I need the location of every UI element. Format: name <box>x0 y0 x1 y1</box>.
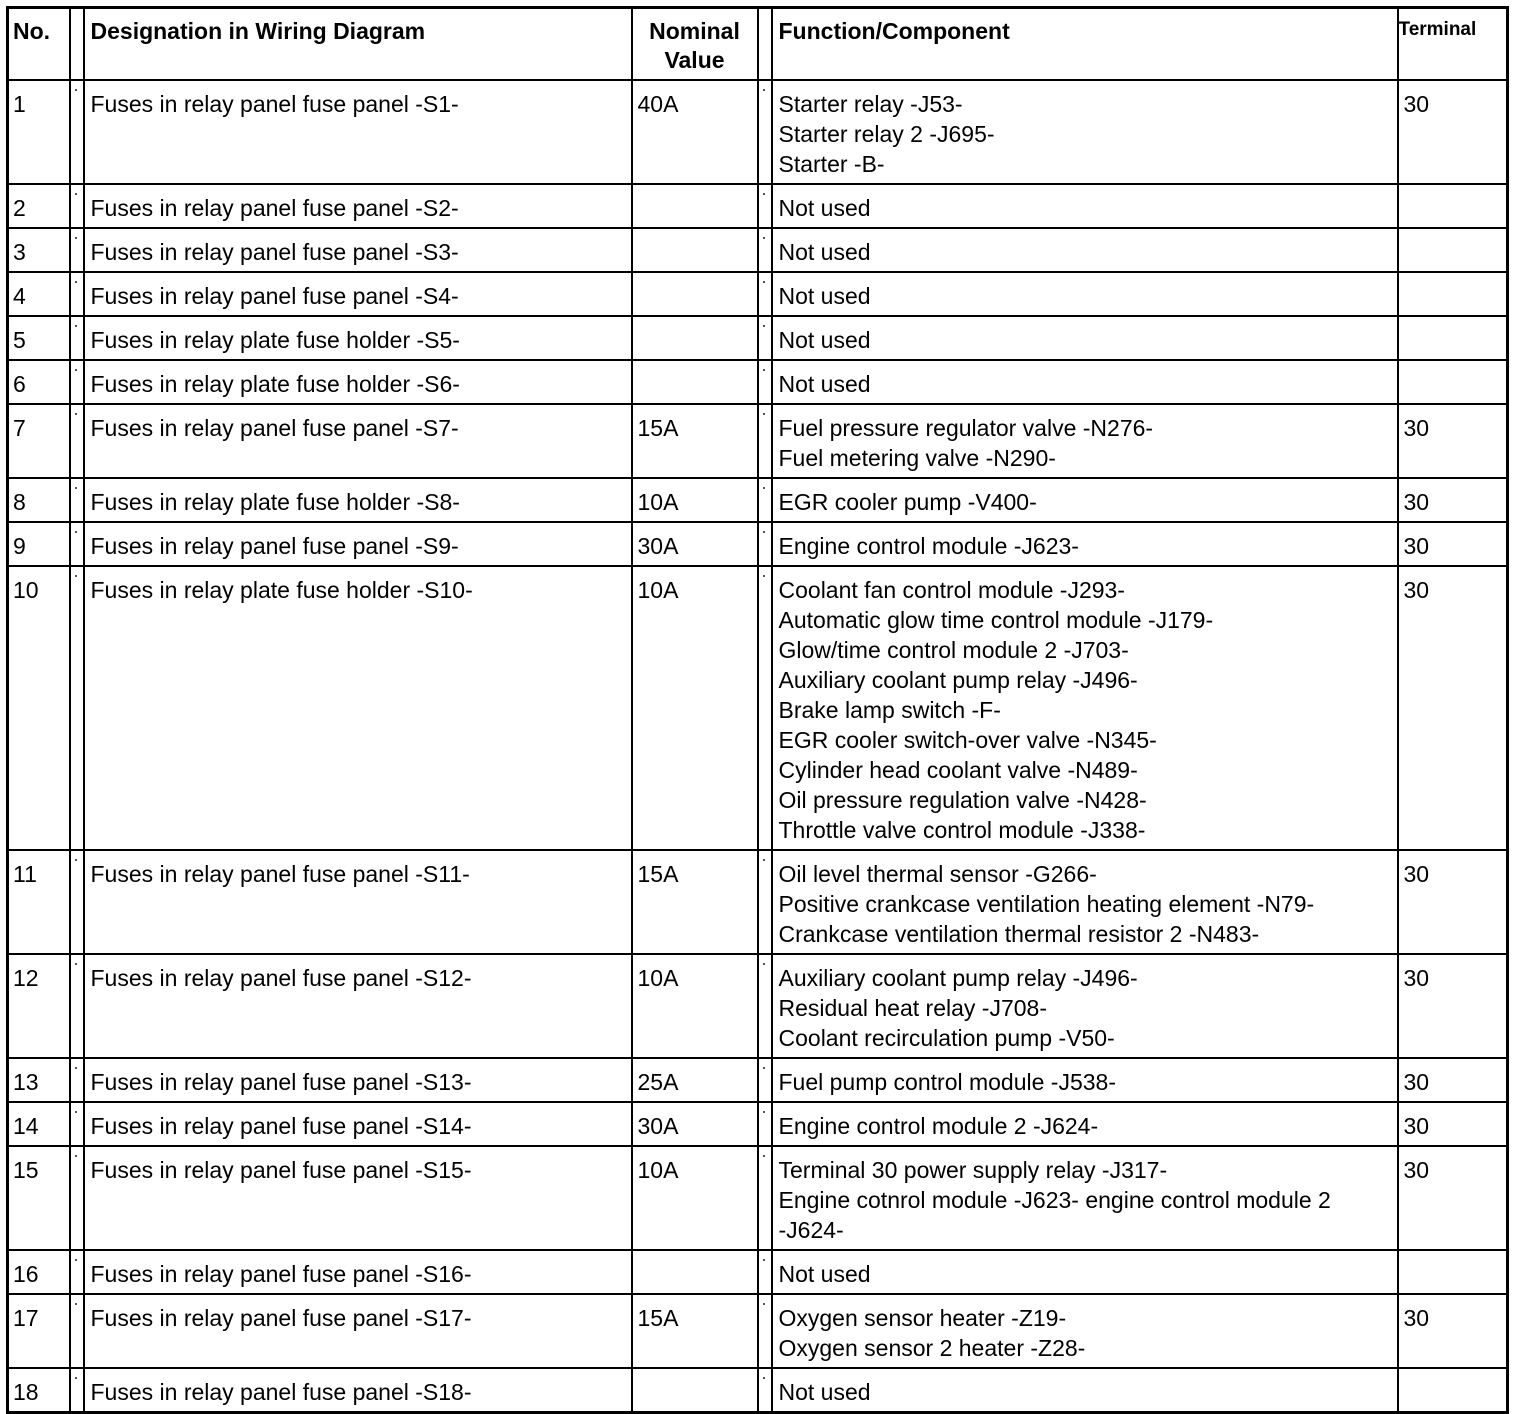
function-component <box>772 316 1398 360</box>
fuse-number: 13 <box>8 1058 70 1102</box>
function-component <box>772 1250 1398 1294</box>
terminal-value: 30 <box>1398 1146 1508 1250</box>
table-row <box>8 184 1508 228</box>
table-row <box>8 1102 1508 1146</box>
marker-dot <box>75 531 77 533</box>
terminal-value: 30 <box>1398 850 1508 954</box>
nominal-value <box>632 184 758 228</box>
nominal-value <box>632 1368 758 1413</box>
spacer-cell <box>758 850 772 954</box>
terminal-value <box>1398 316 1508 360</box>
marker-dot <box>763 413 765 415</box>
function-line: EGR cooler pump -V400- <box>778 488 1037 515</box>
spacer-cell <box>758 80 772 184</box>
table-row <box>8 1250 1508 1294</box>
function-line: Oxygen sensor 2 heater -Z28- <box>778 1334 1086 1361</box>
marker-dot <box>763 531 765 533</box>
function-component <box>772 478 1398 522</box>
function-component <box>772 1058 1398 1102</box>
function-line: Auxiliary coolant pump relay -J496- <box>778 964 1138 991</box>
marker-dot <box>75 859 77 861</box>
function-line: Automatic glow time control module -J179- <box>778 606 1214 633</box>
marker-dot <box>763 1259 765 1261</box>
header-function: Function/Component <box>772 8 1398 80</box>
marker-dot <box>75 89 77 91</box>
function-line: Not used <box>778 370 871 397</box>
terminal-value: 30 <box>1398 478 1508 522</box>
function-component <box>772 522 1398 566</box>
marker-dot <box>763 369 765 371</box>
spacer-cell <box>758 566 772 850</box>
function-line: Cylinder head coolant valve -N489- <box>778 756 1138 783</box>
function-line: Brake lamp switch -F- <box>778 696 1001 723</box>
function-line: Oil pressure regulation valve -N428- <box>778 786 1147 813</box>
terminal-value <box>1398 228 1508 272</box>
function-line: EGR cooler switch-over valve -N345- <box>778 726 1157 753</box>
function-component <box>772 360 1398 404</box>
function-component <box>772 184 1398 228</box>
marker-dot <box>763 237 765 239</box>
fuse-number: 3 <box>8 228 70 272</box>
spacer-cell <box>70 1368 84 1413</box>
fuse-designation: Fuses in relay panel fuse panel -S13- <box>84 1058 632 1102</box>
function-component <box>772 404 1398 478</box>
terminal-value <box>1398 360 1508 404</box>
marker-dot <box>75 1377 77 1379</box>
spacer-cell <box>758 1294 772 1368</box>
fuse-number: 10 <box>8 566 70 850</box>
fuse-designation: Fuses in relay panel fuse panel -S9- <box>84 522 632 566</box>
table-row <box>8 1058 1508 1102</box>
spacer-cell <box>758 1102 772 1146</box>
fuse-designation: Fuses in relay panel fuse panel -S16- <box>84 1250 632 1294</box>
function-line: Positive crankcase ventilation heating element -N79- <box>778 890 1315 917</box>
fuse-number: 8 <box>8 478 70 522</box>
terminal-value <box>1398 1250 1508 1294</box>
function-line: Starter -B- <box>778 150 885 177</box>
header-spacer <box>758 8 772 80</box>
spacer-cell <box>70 478 84 522</box>
marker-dot <box>75 413 77 415</box>
spacer-cell <box>70 1146 84 1250</box>
spacer-cell <box>758 360 772 404</box>
table-row <box>8 316 1508 360</box>
function-component <box>772 1294 1398 1368</box>
function-line: Throttle valve control module -J338- <box>778 816 1146 843</box>
nominal-value: 15A <box>632 1294 758 1368</box>
spacer-cell <box>758 272 772 316</box>
terminal-value: 30 <box>1398 522 1508 566</box>
function-component <box>772 954 1398 1058</box>
fuse-designation: Fuses in relay panel fuse panel -S4- <box>84 272 632 316</box>
spacer-cell <box>758 184 772 228</box>
fuse-designation: Fuses in relay panel fuse panel -S11- <box>84 850 632 954</box>
marker-dot <box>75 963 77 965</box>
header-nominal-line2: Value <box>664 47 725 73</box>
spacer-cell <box>758 1146 772 1250</box>
header-no: No. <box>8 8 70 80</box>
terminal-value: 30 <box>1398 404 1508 478</box>
fuse-number: 14 <box>8 1102 70 1146</box>
nominal-value <box>632 1250 758 1294</box>
fuse-number: 11 <box>8 850 70 954</box>
marker-dot <box>75 237 77 239</box>
marker-dot <box>75 575 77 577</box>
table-body <box>8 80 1508 1413</box>
marker-dot <box>763 1155 765 1157</box>
marker-dot <box>75 1155 77 1157</box>
marker-dot <box>75 281 77 283</box>
marker-dot <box>75 193 77 195</box>
function-line: -J624- <box>778 1216 844 1243</box>
marker-dot <box>763 89 765 91</box>
fuse-number: 6 <box>8 360 70 404</box>
spacer-cell <box>70 566 84 850</box>
fuse-designation: Fuses in relay panel fuse panel -S17- <box>84 1294 632 1368</box>
header-nominal-line1: Nominal <box>649 18 740 44</box>
header-spacer <box>70 8 84 80</box>
nominal-value: 10A <box>632 1146 758 1250</box>
fuse-table <box>6 6 1509 1414</box>
nominal-value: 10A <box>632 566 758 850</box>
fuse-number: 1 <box>8 80 70 184</box>
function-line: Not used <box>778 282 871 309</box>
function-component <box>772 566 1398 850</box>
function-line: Not used <box>778 194 871 221</box>
spacer-cell <box>70 1250 84 1294</box>
function-line: Crankcase ventilation thermal resistor 2 -N483- <box>778 920 1260 947</box>
fuse-number: 7 <box>8 404 70 478</box>
table-row <box>8 1294 1508 1368</box>
fuse-designation: Fuses in relay panel fuse panel -S12- <box>84 954 632 1058</box>
function-line: Coolant fan control module -J293- <box>778 576 1125 603</box>
terminal-value <box>1398 184 1508 228</box>
function-component <box>772 228 1398 272</box>
function-line: Fuel pressure regulator valve -N276- <box>778 414 1154 441</box>
nominal-value: 10A <box>632 954 758 1058</box>
nominal-value: 10A <box>632 478 758 522</box>
function-line: Glow/time control module 2 -J703- <box>778 636 1129 663</box>
nominal-value: 30A <box>632 522 758 566</box>
spacer-cell <box>70 80 84 184</box>
fuse-number: 5 <box>8 316 70 360</box>
function-line: Not used <box>778 1260 871 1287</box>
table-row <box>8 228 1508 272</box>
spacer-cell <box>758 954 772 1058</box>
terminal-value: 30 <box>1398 954 1508 1058</box>
terminal-value <box>1398 1368 1508 1413</box>
fuse-designation: Fuses in relay plate fuse holder -S5- <box>84 316 632 360</box>
terminal-value: 30 <box>1398 566 1508 850</box>
table-row <box>8 1368 1508 1413</box>
table-row <box>8 272 1508 316</box>
fuse-number: 12 <box>8 954 70 1058</box>
fuse-number: 4 <box>8 272 70 316</box>
function-line: Starter relay 2 -J695- <box>778 120 995 147</box>
terminal-value: 30 <box>1398 1102 1508 1146</box>
function-line: Residual heat relay -J708- <box>778 994 1047 1021</box>
fuse-designation: Fuses in relay panel fuse panel -S15- <box>84 1146 632 1250</box>
table-row <box>8 954 1508 1058</box>
function-line: Oil level thermal sensor -G266- <box>778 860 1097 887</box>
marker-dot <box>75 487 77 489</box>
function-line: Not used <box>778 1378 871 1405</box>
marker-dot <box>763 487 765 489</box>
fuse-number: 16 <box>8 1250 70 1294</box>
terminal-value: 30 <box>1398 1294 1508 1368</box>
marker-dot <box>75 1303 77 1305</box>
header-nominal-value <box>632 8 758 80</box>
spacer-cell <box>758 228 772 272</box>
marker-dot <box>75 369 77 371</box>
fuse-designation: Fuses in relay panel fuse panel -S1- <box>84 80 632 184</box>
function-line: Engine cotnrol module -J623- engine control module 2 <box>778 1186 1331 1213</box>
fuse-designation: Fuses in relay panel fuse panel -S18- <box>84 1368 632 1413</box>
terminal-value: 30 <box>1398 1058 1508 1102</box>
fuse-designation: Fuses in relay plate fuse holder -S6- <box>84 360 632 404</box>
function-line: Coolant recirculation pump -V50- <box>778 1024 1115 1051</box>
header-designation: Designation in Wiring Diagram <box>84 8 632 80</box>
spacer-cell <box>70 316 84 360</box>
table-row <box>8 522 1508 566</box>
spacer-cell <box>758 404 772 478</box>
table-row <box>8 478 1508 522</box>
spacer-cell <box>70 1294 84 1368</box>
fuse-designation: Fuses in relay panel fuse panel -S2- <box>84 184 632 228</box>
spacer-cell <box>70 522 84 566</box>
nominal-value <box>632 360 758 404</box>
terminal-value: 30 <box>1398 80 1508 184</box>
function-line: Starter relay -J53- <box>778 90 963 117</box>
function-line: Engine control module 2 -J624- <box>778 1112 1099 1139</box>
marker-dot <box>75 1111 77 1113</box>
spacer-cell <box>70 184 84 228</box>
nominal-value: 15A <box>632 404 758 478</box>
function-line: Fuel pump control module -J538- <box>778 1068 1116 1095</box>
marker-dot <box>763 1377 765 1379</box>
function-line: Not used <box>778 238 871 265</box>
spacer-cell <box>70 850 84 954</box>
function-component <box>772 1146 1398 1250</box>
spacer-cell <box>70 1058 84 1102</box>
header-terminal: Terminal <box>1398 8 1508 80</box>
spacer-cell <box>758 478 772 522</box>
fuse-number: 17 <box>8 1294 70 1368</box>
function-component <box>772 80 1398 184</box>
spacer-cell <box>70 228 84 272</box>
nominal-value: 30A <box>632 1102 758 1146</box>
spacer-cell <box>758 1058 772 1102</box>
spacer-cell <box>758 1368 772 1413</box>
fuse-number: 2 <box>8 184 70 228</box>
marker-dot <box>763 859 765 861</box>
fuse-designation: Fuses in relay panel fuse panel -S3- <box>84 228 632 272</box>
table-row <box>8 360 1508 404</box>
function-component <box>772 1102 1398 1146</box>
spacer-cell <box>758 316 772 360</box>
function-component <box>772 850 1398 954</box>
function-line: Terminal 30 power supply relay -J317- <box>778 1156 1168 1183</box>
table-row <box>8 404 1508 478</box>
marker-dot <box>763 1303 765 1305</box>
marker-dot <box>75 1259 77 1261</box>
marker-dot <box>763 281 765 283</box>
marker-dot <box>75 325 77 327</box>
function-line: Fuel metering valve -N290- <box>778 444 1056 471</box>
spacer-cell <box>758 1250 772 1294</box>
nominal-value: 15A <box>632 850 758 954</box>
fuse-designation: Fuses in relay plate fuse holder -S8- <box>84 478 632 522</box>
function-line: Oxygen sensor heater -Z19- <box>778 1304 1067 1331</box>
marker-dot <box>763 963 765 965</box>
nominal-value: 40A <box>632 80 758 184</box>
marker-dot <box>763 325 765 327</box>
function-component <box>772 1368 1398 1413</box>
terminal-value <box>1398 272 1508 316</box>
nominal-value <box>632 272 758 316</box>
function-component <box>772 272 1398 316</box>
spacer-cell <box>70 360 84 404</box>
fuse-designation: Fuses in relay panel fuse panel -S7- <box>84 404 632 478</box>
table-row <box>8 1146 1508 1250</box>
spacer-cell <box>70 404 84 478</box>
table-row <box>8 850 1508 954</box>
fuse-number: 9 <box>8 522 70 566</box>
marker-dot <box>763 193 765 195</box>
spacer-cell <box>70 272 84 316</box>
spacer-cell <box>70 954 84 1058</box>
fuse-number: 15 <box>8 1146 70 1250</box>
function-line: Engine control module -J623- <box>778 532 1079 559</box>
nominal-value <box>632 316 758 360</box>
table-row <box>8 566 1508 850</box>
marker-dot <box>763 1067 765 1069</box>
marker-dot <box>763 1111 765 1113</box>
header-row <box>8 8 1508 80</box>
marker-dot <box>763 575 765 577</box>
function-line: Not used <box>778 326 871 353</box>
nominal-value <box>632 228 758 272</box>
nominal-value: 25A <box>632 1058 758 1102</box>
function-line: Auxiliary coolant pump relay -J496- <box>778 666 1138 693</box>
fuse-designation: Fuses in relay panel fuse panel -S14- <box>84 1102 632 1146</box>
table-row <box>8 80 1508 184</box>
fuse-number: 18 <box>8 1368 70 1413</box>
spacer-cell <box>758 522 772 566</box>
fuse-designation: Fuses in relay plate fuse holder -S10- <box>84 566 632 850</box>
marker-dot <box>75 1067 77 1069</box>
spacer-cell <box>70 1102 84 1146</box>
